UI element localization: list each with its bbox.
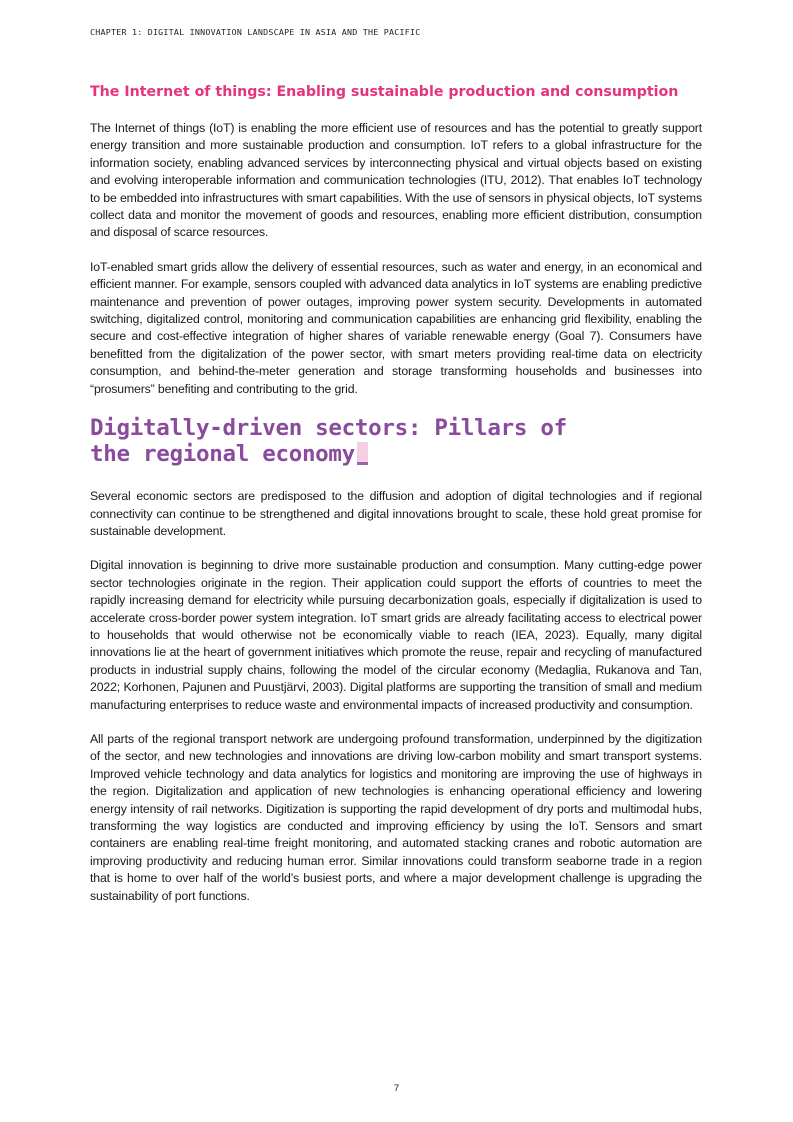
paragraph: Several economic sectors are predisposed to the diffusion and adoption of digital technologies and if regional connectivity can continue to be strengthened and digital innovations brought to scale, these hold great promise for sustainable development.: [90, 489, 702, 538]
heading-line-2: the regional economy: [90, 441, 355, 468]
paragraph: The Internet of things (IoT) is enabling the more efficient use of resources and has the potential to greatly support energy transition and more sustainable production and consumption. IoT refers to a global infrastructure for the information society, enabling advanced services by interconnecting physical and virtual objects based on existing and evolving interoperable information and communication technologies (ITU, 2012). That enables IoT technology to be embedded into infrastructures with smart capabilities. With the use of sensors in physical objects, IoT systems collect data and monitor the movement of goods and resources, enabling more efficient distribution, consumption and disposal of scarce resources.: [90, 121, 702, 240]
paragraph: All parts of the regional transport network are undergoing profound transformation, underpinned by the digitization of the sector, and new technologies and innovations are driving low-carbon mobility and smart transport systems. Improved vehicle technology and data analytics for logistics and monitoring are improving the use of highways in the region. Digitalization and application of new technologies is enhancing operational efficiency and lowering energy intensity of rail networks. Digitization is supporting the rapid development of dry ports and multimodal hubs, transforming the way logistics are conducted and improving efficiency by using the IoT. Sensors and smart containers are enabling real-time freight monitoring, and automated stacking cranes and robotic automation are improving productivity and reducing human error. Similar innovations could transform seaborne trade in a region that is home to over half of the world’s busiest ports, and where a major development challenge is upgrading the sustainability of port functions.: [90, 731, 702, 903]
section-heading-iot: The Internet of things: Enabling sustainable production and consumption: [90, 84, 679, 100]
paragraph: Digital innovation is beginning to drive more sustainable production and consumption. Many cutting-edge power sector technologies originate in the region. Their application could support the efforts of countries to meet the rapidly increasing demand for electricity while pursuing decarbonization goals, especially if digitalization is used to accelerate cross-border power system integration. IoT smart grids are already facilitating access to electrical power to households that would otherwise not be economically viable to reach (IEA, 2023). Equally, many digital innovations lie at the heart of government initiatives which promote the reuse, repair and recycling of manufactured products in industrial supply chains, following the model of the circular economy (Medaglia, Rukanova and Tan, 2022; Korhonen, Pajunen and Puustjärvi, 2003). Digital platforms are supporting the transition of small and medium manufacturing enterprises to reduce waste and environmental impacts of increased productivity and consumption.: [90, 558, 702, 712]
page-content: [90, 82, 702, 922]
paragraph: IoT-enabled smart grids allow the delivery of essential resources, such as water and energy, in an economical and efficient manner. For example, sensors coupled with advanced data analytics in IoT systems are enabling predictive maintenance and prevention of power outages, improving power system security. Developments in automated switching, digitalized control, monitoring and communication capabilities are enhancing grid flexibility, enabling the secure and cost-effective integration of higher shares of variable renewable energy (Goal 7). Consumers have benefitted from the digitalization of the power sector, with smart meters providing real-time data on electricity consumption, and behind-the-meter generation and storage transforming households and businesses into “prosumers” benefiting and contributing to the grid.: [90, 259, 702, 396]
page-number: 7: [393, 1083, 400, 1094]
heading-line-1: Digitally-driven sectors: Pillars of: [90, 415, 567, 442]
running-header: CHAPTER 1: DIGITAL INNOVATION LANDSCAPE IN ASIA AND THE PACIFIC: [90, 27, 421, 37]
cursor-block-icon: [357, 442, 368, 465]
section-heading-sectors: [90, 415, 702, 467]
